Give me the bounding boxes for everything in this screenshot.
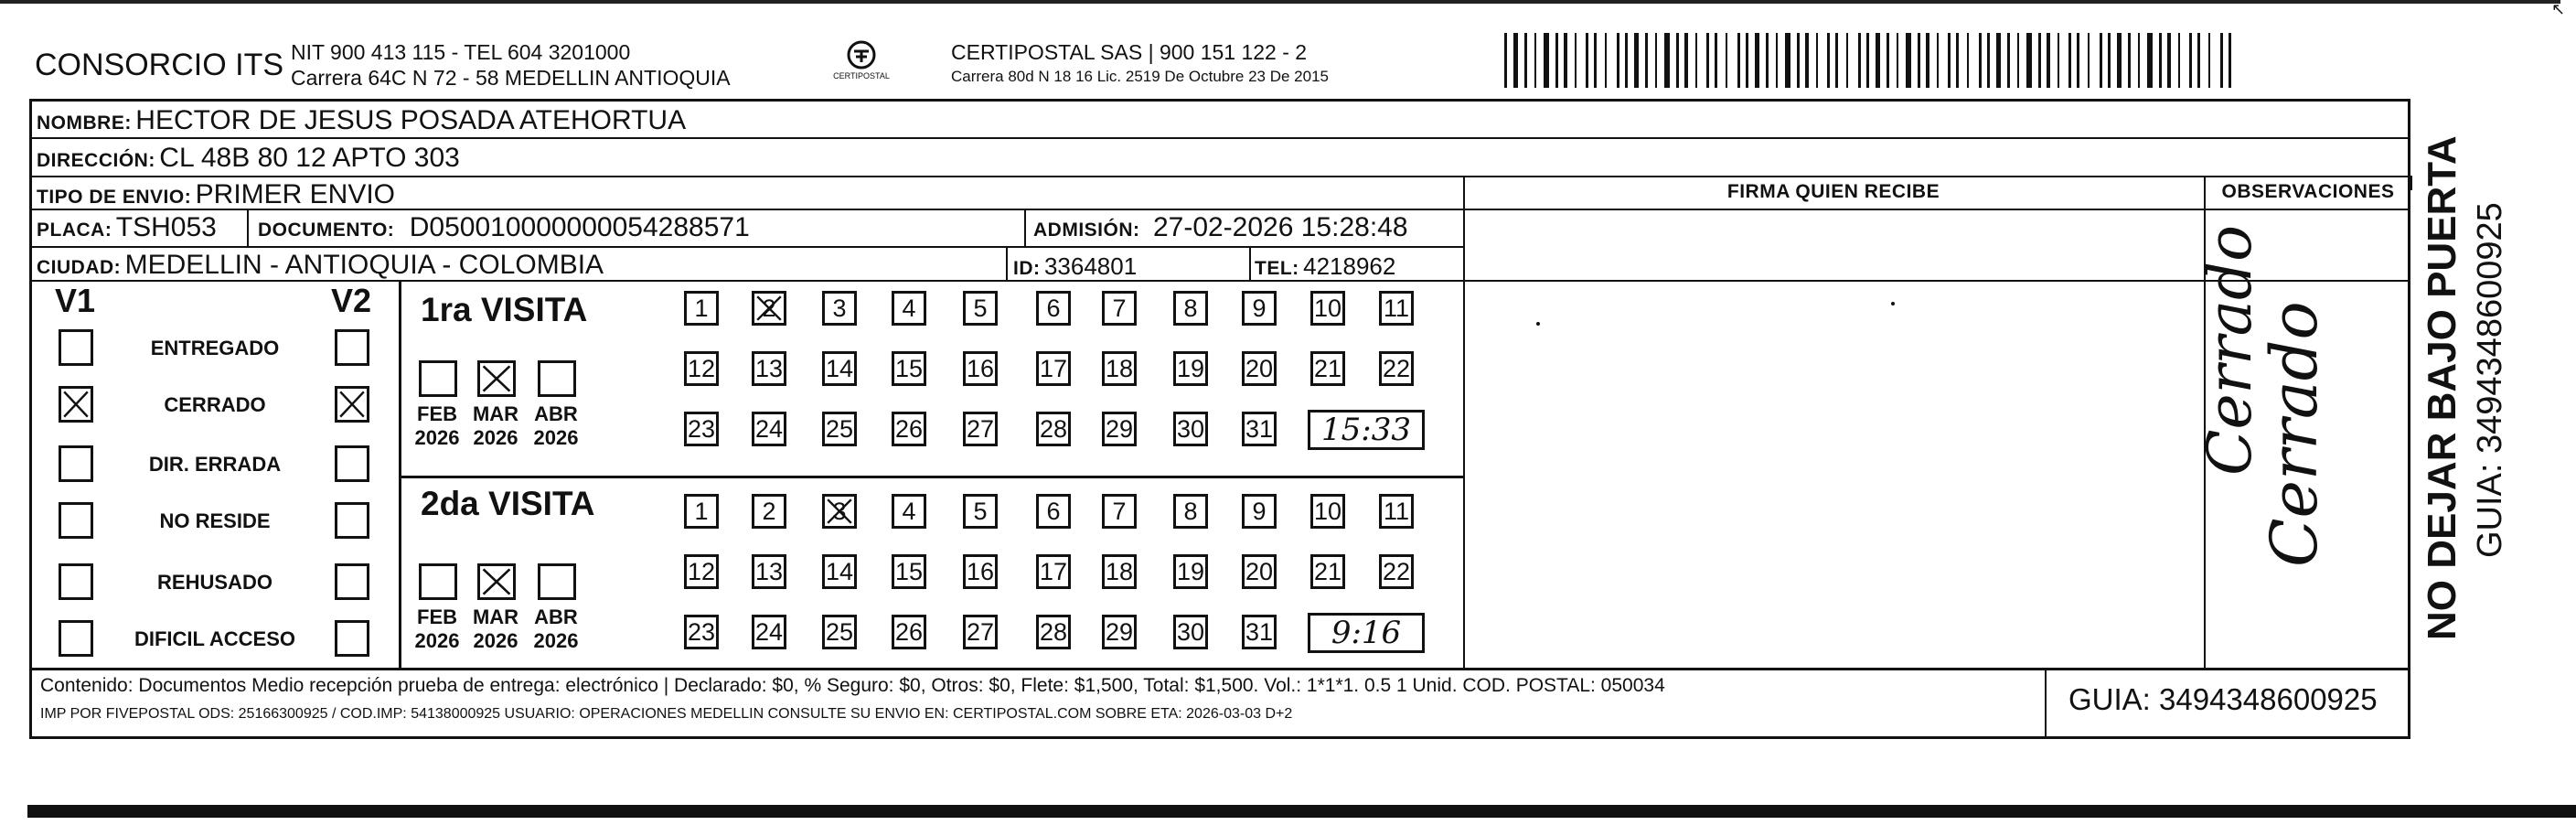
day-box[interactable]: 3	[822, 494, 857, 529]
corner-mark: ↖	[2551, 0, 2566, 18]
certipostal-logo	[834, 37, 889, 91]
day-box[interactable]: 25	[822, 412, 857, 446]
day-box[interactable]: 25	[822, 615, 857, 649]
ciudad-label: CIUDAD:	[37, 257, 122, 278]
visit-time-box[interactable]: 15:33	[1308, 410, 1425, 450]
admision-row	[1033, 212, 1408, 243]
day-box[interactable]: 15	[892, 351, 926, 386]
day-box[interactable]: 5	[963, 291, 998, 326]
month-label	[468, 402, 523, 450]
v1-checkbox[interactable]	[59, 329, 93, 366]
day-box[interactable]: 10	[1310, 291, 1345, 326]
month-year: 2026	[473, 426, 518, 449]
month-label	[529, 605, 583, 653]
no-dejar-bajo-puerta: NO DEJAR BAJO PUERTA	[2420, 135, 2464, 640]
v2-checkbox[interactable]	[335, 502, 369, 539]
day-box[interactable]: 2	[752, 291, 786, 326]
carrier-address: Carrera 80d N 18 16 Lic. 2519 De Octubre 23 De 2015	[951, 68, 1329, 85]
day-box[interactable]: 24	[752, 615, 786, 649]
day-box[interactable]: 10	[1310, 494, 1345, 529]
day-box[interactable]: 7	[1102, 494, 1137, 529]
day-box[interactable]: 15	[892, 554, 926, 589]
month-label	[468, 605, 523, 653]
day-box[interactable]: 20	[1242, 351, 1277, 386]
day-box[interactable]: 9	[1242, 291, 1277, 326]
day-box[interactable]: 31	[1242, 615, 1277, 649]
day-box[interactable]: 11	[1379, 494, 1414, 529]
observation-handwriting-2: Cerrado	[2257, 301, 2332, 567]
signature-mark	[1891, 302, 1895, 305]
tipo-envio-value: PRIMER ENVIO	[195, 179, 396, 209]
day-box[interactable]: 30	[1173, 615, 1208, 649]
day-box[interactable]: 6	[1036, 291, 1071, 326]
month-checkbox[interactable]	[477, 563, 516, 600]
company-name: CONSORCIO ITS	[35, 48, 284, 82]
admision-label: ADMISIÓN:	[1033, 220, 1140, 241]
footer-imp: IMP POR FIVEPOSTAL ODS: 25166300925 / COD.IMP: 54138000925 USUARIO: OPERACIONES MEDELLIN CONSULTE SU ENVIO EN: CERTIPOSTAL.COM SOBRE ETA: 2026-03-03 D+2	[40, 706, 1293, 722]
day-box[interactable]: 22	[1379, 554, 1414, 589]
day-box[interactable]: 16	[963, 351, 998, 386]
day-box[interactable]: 7	[1102, 291, 1137, 326]
month-name: FEB	[417, 402, 457, 425]
day-box[interactable]: 18	[1102, 554, 1137, 589]
v2-checkbox[interactable]	[335, 386, 369, 423]
placa-row	[37, 212, 217, 243]
status-label: NO RESIDE	[159, 509, 271, 532]
status-label: REHUSADO	[157, 571, 273, 594]
month-year: 2026	[414, 629, 460, 652]
month-year: 2026	[533, 629, 579, 652]
day-box[interactable]: 23	[684, 412, 719, 446]
day-box[interactable]: 14	[822, 554, 857, 589]
month-year: 2026	[473, 629, 518, 652]
month-name: ABR	[534, 402, 578, 425]
ciudad-value: MEDELLIN - ANTIOQUIA - COLOMBIA	[124, 250, 604, 280]
day-box[interactable]: 27	[963, 615, 998, 649]
month-name: MAR	[472, 605, 519, 628]
tipo-envio-label: TIPO DE ENVIO:	[37, 187, 192, 208]
day-box[interactable]: 1	[684, 291, 719, 326]
month-label	[529, 402, 583, 450]
firma-header: FIRMA QUIEN RECIBE	[1726, 181, 1940, 202]
documento-label: DOCUMENTO:	[258, 220, 395, 241]
footer-contenido: Contenido: Documentos Medio recepción prueba de entrega: electrónico | Declarado: $0, % Seguro: $0, Otros: $0, Flete: $1,500, Total: $1,500. Vol.: 1*1*1. 0.5 1 Unid. COD. POSTAL: 050034	[40, 675, 1665, 696]
day-box[interactable]: 17	[1036, 351, 1071, 386]
day-box[interactable]: 22	[1379, 351, 1414, 386]
v2-checkbox[interactable]	[335, 620, 369, 657]
v2-checkbox[interactable]	[335, 563, 369, 600]
second-visit-title: 2da VISITA	[421, 485, 595, 522]
month-checkbox[interactable]	[477, 360, 516, 397]
top-edge	[0, 0, 2560, 4]
status-label: CERRADO	[164, 393, 266, 416]
direccion-value: CL 48B 80 12 APTO 303	[159, 143, 460, 173]
month-checkbox[interactable]	[419, 563, 457, 600]
v1-checkbox[interactable]	[59, 386, 93, 423]
v2-checkbox[interactable]	[335, 445, 369, 482]
documento-value: D050010000000054288571	[409, 212, 750, 242]
side-guia: GUIA: 3494348600925	[2471, 202, 2509, 558]
day-box[interactable]: 27	[963, 412, 998, 446]
day-box[interactable]: 12	[684, 554, 719, 589]
nombre-value: HECTOR DE JESUS POSADA ATEHORTUA	[135, 105, 687, 135]
day-box[interactable]: 19	[1173, 554, 1208, 589]
month-name: MAR	[472, 402, 519, 425]
day-box[interactable]: 26	[892, 615, 926, 649]
month-label	[410, 402, 465, 450]
observaciones-header: OBSERVACIONES	[2221, 181, 2395, 202]
tipo-envio-row	[37, 179, 395, 210]
tel-value: 4218962	[1303, 252, 1396, 280]
documento-row	[258, 212, 750, 243]
day-box[interactable]: 13	[752, 554, 786, 589]
day-box[interactable]: 31	[1242, 412, 1277, 446]
day-box[interactable]: 9	[1242, 494, 1277, 529]
day-box[interactable]: 21	[1310, 351, 1345, 386]
month-year: 2026	[533, 426, 579, 449]
day-box[interactable]: 29	[1102, 615, 1137, 649]
tel-label: TEL:	[1255, 258, 1299, 279]
day-box[interactable]: 26	[892, 412, 926, 446]
day-box[interactable]: 18	[1102, 351, 1137, 386]
day-box[interactable]: 1	[684, 494, 719, 529]
v2-checkbox[interactable]	[335, 329, 369, 366]
day-box[interactable]: 5	[963, 494, 998, 529]
month-year: 2026	[414, 426, 460, 449]
day-box[interactable]: 20	[1242, 554, 1277, 589]
day-box[interactable]: 28	[1036, 615, 1071, 649]
month-label	[410, 605, 465, 653]
signature-mark	[1536, 322, 1540, 326]
day-box[interactable]: 17	[1036, 554, 1071, 589]
placa-label: PLACA:	[37, 220, 112, 241]
day-box[interactable]: 24	[752, 412, 786, 446]
footer-guia: GUIA: 3494348600925	[2068, 682, 2378, 716]
company-nit: NIT 900 413 115 - TEL 604 3201000	[291, 40, 631, 64]
day-box[interactable]: 14	[822, 351, 857, 386]
day-box[interactable]: 29	[1102, 412, 1137, 446]
nombre-row	[37, 105, 686, 136]
id-value: 3364801	[1043, 252, 1138, 280]
visit-time-box[interactable]: 9:16	[1308, 613, 1425, 653]
direccion-row	[37, 143, 460, 174]
month-checkbox[interactable]	[538, 360, 576, 397]
month-name: FEB	[417, 605, 457, 628]
day-box[interactable]: 28	[1036, 412, 1071, 446]
v2-header: V2	[331, 282, 372, 319]
day-box[interactable]: 21	[1310, 554, 1345, 589]
ciudad-row	[37, 250, 604, 281]
day-box[interactable]: 30	[1173, 412, 1208, 446]
day-box[interactable]: 2	[752, 494, 786, 529]
v1-checkbox[interactable]	[59, 563, 93, 600]
v1-checkbox[interactable]	[59, 502, 93, 539]
bottom-edge	[27, 805, 2576, 818]
status-label: ENTREGADO	[150, 337, 280, 359]
day-box[interactable]: 6	[1036, 494, 1071, 529]
id-label: ID:	[1013, 258, 1041, 279]
id-row	[1013, 252, 1137, 281]
tel-row	[1255, 252, 1395, 281]
day-box[interactable]: 8	[1173, 494, 1208, 529]
month-name: ABR	[534, 605, 578, 628]
day-box[interactable]: 13	[752, 351, 786, 386]
month-checkbox[interactable]	[419, 360, 457, 397]
day-box[interactable]: 16	[963, 554, 998, 589]
v1-checkbox[interactable]	[59, 445, 93, 482]
day-box[interactable]: 12	[684, 351, 719, 386]
logo-text: CERTIPOSTAL	[833, 71, 890, 80]
v1-checkbox[interactable]	[59, 620, 93, 657]
observation-handwriting-1: Cerrado	[2195, 225, 2265, 476]
direccion-label: DIRECCIÓN:	[37, 150, 155, 171]
nombre-label: NOMBRE:	[37, 112, 132, 134]
first-visit-title: 1ra VISITA	[421, 291, 588, 328]
company-address: Carrera 64C N 72 - 58 MEDELLIN ANTIOQUIA	[291, 66, 731, 90]
day-box[interactable]: 19	[1173, 351, 1208, 386]
status-label: DIR. ERRADA	[148, 453, 282, 476]
month-checkbox[interactable]	[538, 563, 576, 600]
placa-value: TSH053	[115, 212, 217, 242]
day-box[interactable]: 8	[1173, 291, 1208, 326]
day-box[interactable]: 3	[822, 291, 857, 326]
v1-header: V1	[55, 282, 96, 319]
day-box[interactable]: 23	[684, 615, 719, 649]
admision-value: 27-02-2026 15:28:48	[1152, 212, 1408, 242]
barcode	[1504, 33, 2231, 88]
day-box[interactable]: 4	[892, 291, 926, 326]
day-box[interactable]: 4	[892, 494, 926, 529]
day-box[interactable]: 11	[1379, 291, 1414, 326]
status-label: DIFICIL ACCESO	[134, 627, 295, 650]
carrier-name: CERTIPOSTAL SAS | 900 151 122 - 2	[951, 40, 1308, 64]
